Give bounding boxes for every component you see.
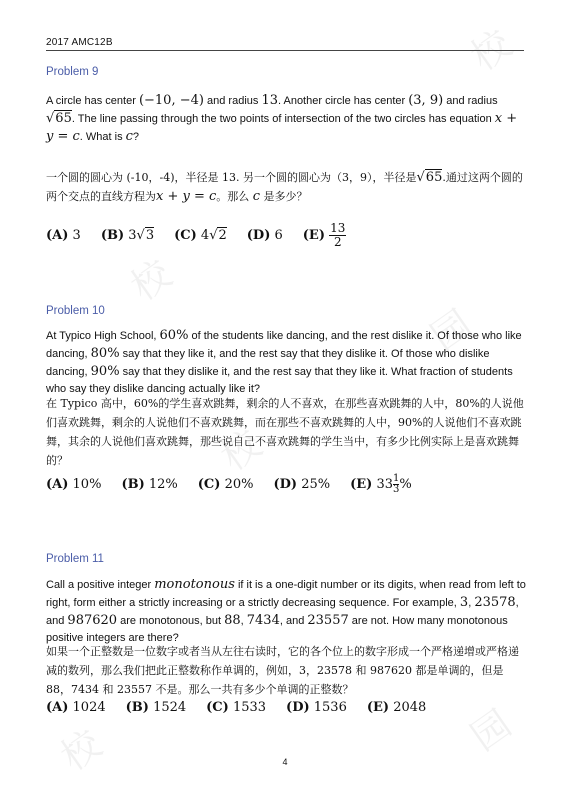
watermark: 园 [462,701,520,760]
choice-e: (E) $\frac{13}{2}$ [302,221,346,249]
choice-c: (C) 1533 [206,700,267,715]
watermark: 校 [52,721,110,780]
choice-a: (A) 10% [46,477,102,492]
choice-d: (D) 1536 [286,700,347,715]
problem-9-title: Problem 9 [46,66,99,78]
choice-d: (D) 25% [273,477,331,492]
choice-a: (A) 3 [46,228,81,243]
problem-11-choices [46,700,446,715]
problem-10-english: At Typico High School, 60% of the students like dancing, and the rest dislike it. Of those who like dancing, 80% say that they like it, and the rest say that they dislike it. Of those who dislike dancing, 90% say that they dislike it, and the rest say that they like it. What fraction of students who say they dislike dancing actually like it? [46,328,522,395]
problem-9-english: A circle has center (−10, −4) and radius 13. Another circle has center (3, 9) and radius √65. The line passing through the two points of intersection of the two circles has equation x + y = c. What is c? [46,93,518,144]
problem-10-choices [46,474,432,495]
document-header: 2017 AMC12B [46,37,113,48]
problem-9-chinese: 一个圆的圆心为 (-10，-4)，半径是 13. 另一个圆的圆心为（3，9），半径是√65.通过这两个圆的两个交点的直线方程为x + y = c。那么 c 是多少？ [46,170,523,204]
watermark: 校 [212,421,270,480]
problem-11-english: Call a positive integer monotonous if it is a one-digit number or its digits, when read from left to right, form either a strictly increasing or a strictly decreasing sequence. For example, 3, 23578, and 987620 are monotonous, but 88, 7434, and 23557 are not. How many monotonous positive integers are there? [46,577,526,644]
problem-9-choices [46,222,366,249]
problem-10-title: Problem 10 [46,305,105,317]
problem-11-title: Problem 11 [46,553,104,565]
problem-11-chinese: 如果一个正整数是一位数字或者当从左往右读时，它的各个位上的数字形成一个严格递增或严格递减的数列，那么我们把此正整数称作单调的，例如，3，23578 和 987620 都是单调的，但是 88，7434 和 23557 不是。那么一共有多少个单调的正整数？ [46,645,519,696]
choice-e: (E) 33 $\frac{1}{3}$ % [350,473,412,495]
watermark: 园 [422,301,480,360]
choice-e: (E) 2048 [366,700,427,715]
choice-d: (D) 6 [246,228,283,243]
page-number: 4 [282,757,288,767]
header-rule [46,50,524,51]
problem-10-chinese: 在 Typico 高中，60%的学生喜欢跳舞，剩余的人不喜欢，在那些喜欢跳舞的人中，80%的人说他们喜欢跳舞，剩余的人说他们不喜欢跳舞，而在那些不喜欢跳舞的人中，90%的人说他们不喜欢跳舞，其余的人说他们喜欢跳舞，那些说自己不喜欢跳舞的学生当中，有多少比例实际上是喜欢跳舞的？ [46,397,524,467]
choice-b: (B) 3√3 [100,228,155,243]
choice-b: (B) 1524 [125,700,187,715]
choice-c: (C) 20% [197,477,254,492]
choice-c: (C) 4√2 [174,228,227,243]
choice-a: (A) 1024 [46,700,106,715]
watermark: 校 [462,21,520,80]
watermark: 校 [122,251,180,310]
choice-b: (B) 12% [121,477,178,492]
